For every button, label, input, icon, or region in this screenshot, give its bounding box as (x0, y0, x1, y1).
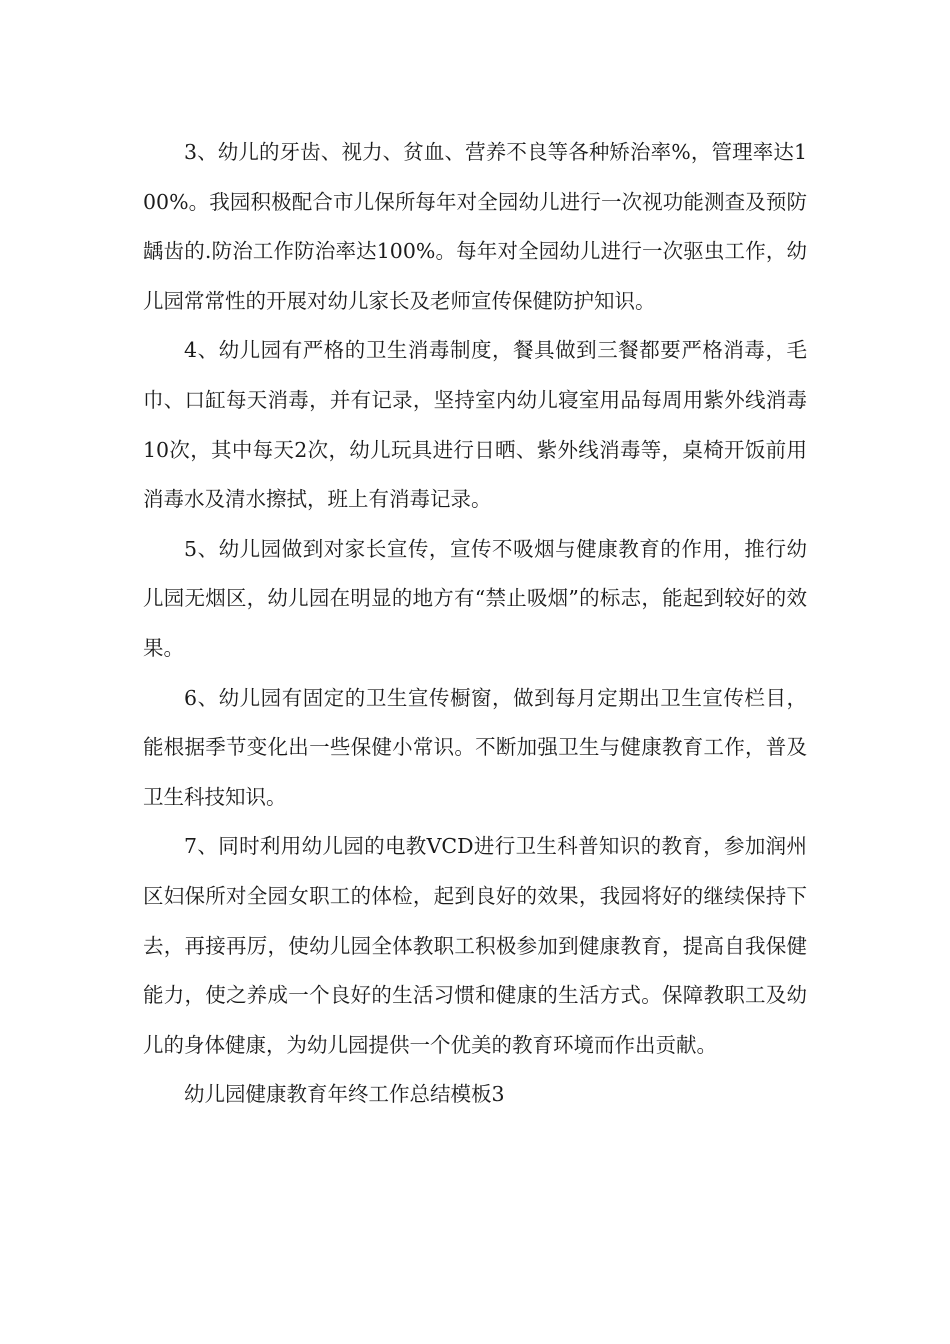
paragraph-item-4: 4、幼儿园有严格的卫生消毒制度，餐具做到三餐都要严格消毒，毛巾、口缸每天消毒，并有记录，坚持室内幼儿寝室用品每周用紫外线消毒10次，其中每天2次，幼儿玩具进行日晒、紫外线消毒等，桌椅开饭前用消毒水及清水擦拭，班上有消毒记录。 (143, 338, 807, 512)
paragraph-item-3: 3、幼儿的牙齿、视力、贫血、营养不良等各种矫治率%，管理率达100%。我园积极配合市儿保所每年对全园幼儿进行一次视功能测查及预防龋齿的.防治工作防治率达100%。每年对全园幼儿进行一次驱虫工作，幼儿园常常性的开展对幼儿家长及老师宣传保健防护知识。 (143, 140, 807, 313)
paragraph-item-5: 5、幼儿园做到对家长宣传，宣传不吸烟与健康教育的作用，推行幼儿园无烟区，幼儿园在明显的地方有“禁止吸烟”的标志，能起到较好的效果。 (143, 536, 807, 660)
paragraph-item-6: 6、幼儿园有固定的卫生宣传橱窗，做到每月定期出卫生宣传栏目，能根据季节变化出一些保健小常识。不断加强卫生与健康教育工作，普及卫生科技知识。 (143, 685, 807, 809)
document-body (143, 128, 807, 1120)
paragraph-item-7: 7、同时利用幼儿园的电教VCD进行卫生科普知识的教育，参加润州区妇保所对全园女职工的体检，起到良好的效果，我园将好的继续保持下去，再接再厉，使幼儿园全体教职工积极参加到健康教育，提高自我保健能力，使之养成一个良好的生活习惯和健康的生活方式。保障教职工及幼儿的身体健康，为幼儿园提供一个优美的教育环境而作出贡献。 (143, 834, 807, 1057)
section-title: 幼儿园健康教育年终工作总结模板3 (184, 1082, 505, 1107)
